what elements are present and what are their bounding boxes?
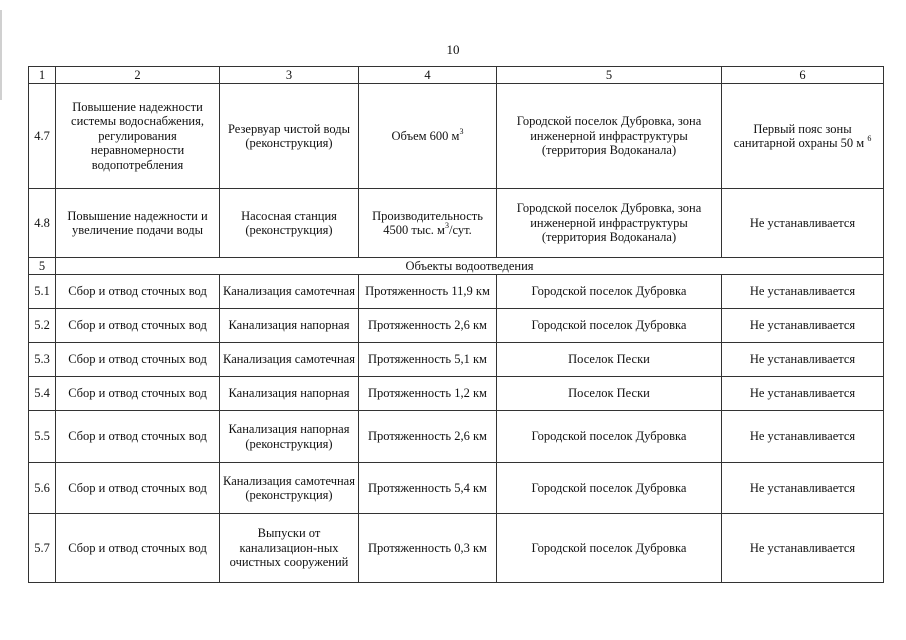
- object-cell: Канализация напорная: [220, 309, 359, 343]
- table-row: [29, 411, 884, 463]
- zone-text: Первый пояс зоны санитарной охраны 50 м: [733, 121, 868, 150]
- header-cell: 6: [722, 67, 884, 84]
- page-number: 10: [446, 42, 460, 57]
- param-tail: /сут.: [448, 223, 472, 237]
- location-cell: Городской поселок Дубровка: [497, 514, 722, 583]
- table-row: [29, 343, 884, 377]
- zone-cell: Не устанавливается: [722, 343, 884, 377]
- location-cell: Городской поселок Дубровка: [497, 411, 722, 463]
- purpose-cell: Сбор и отвод сточных вод: [56, 514, 220, 583]
- object-cell: Канализация самотечная (реконструкция): [220, 463, 359, 514]
- row-number: 5.5: [29, 411, 56, 463]
- location-cell: Городской поселок Дубровка: [497, 463, 722, 514]
- purpose-cell: Сбор и отвод сточных вод: [56, 377, 220, 411]
- section-number: 5: [29, 258, 56, 275]
- location-cell: Городской поселок Дубровка: [497, 275, 722, 309]
- table-row: [29, 463, 884, 514]
- object-cell: Выпуски от канализацион-ных очистных сооружений: [220, 514, 359, 583]
- header-cell: 1: [29, 67, 56, 84]
- param-cell: Протяженность 2,6 км: [359, 309, 497, 343]
- param-text: Производительность 4500 тыс. м: [372, 208, 483, 237]
- table-row: [29, 84, 884, 189]
- location-cell: Поселок Пески: [497, 343, 722, 377]
- location-cell: Поселок Пески: [497, 377, 722, 411]
- header-cell: 3: [220, 67, 359, 84]
- param-cell: Протяженность 0,3 км: [359, 514, 497, 583]
- zone-cell: [722, 84, 884, 189]
- location-cell: Городской поселок Дубровка: [497, 309, 722, 343]
- param-superscript: 3: [444, 221, 449, 230]
- param-superscript: 3: [459, 126, 464, 136]
- table-row: [29, 514, 884, 583]
- row-number: 5.3: [29, 343, 56, 377]
- table-row: [29, 309, 884, 343]
- zone-cell: Не устанавливается: [722, 514, 884, 583]
- param-cell: Протяженность 5,4 км: [359, 463, 497, 514]
- param-cell: [359, 84, 497, 189]
- param-cell: Протяженность 5,1 км: [359, 343, 497, 377]
- object-cell: Канализация самотечная: [220, 275, 359, 309]
- location-cell: Городской поселок Дубровка, зона инженерной инфраструктуры (территория Водоканала): [497, 189, 722, 258]
- table-row: [29, 189, 884, 258]
- header-cell: 5: [497, 67, 722, 84]
- row-number: 4.8: [29, 189, 56, 258]
- section-title: Объекты водоотведения: [56, 258, 884, 275]
- location-cell: Городской поселок Дубровка, зона инженерной инфраструктуры (территория Водоканала): [497, 84, 722, 189]
- zone-cell: Не устанавливается: [722, 411, 884, 463]
- purpose-cell: Сбор и отвод сточных вод: [56, 463, 220, 514]
- purpose-cell: Сбор и отвод сточных вод: [56, 275, 220, 309]
- zone-cell: Не устанавливается: [722, 275, 884, 309]
- zone-cell: Не устанавливается: [722, 463, 884, 514]
- row-number: 5.1: [29, 275, 56, 309]
- purpose-cell: Сбор и отвод сточных вод: [56, 343, 220, 377]
- row-number: 4.7: [29, 84, 56, 189]
- param-cell: Протяженность 2,6 км: [359, 411, 497, 463]
- row-number: 5.2: [29, 309, 56, 343]
- param-text: Объем 600 м: [391, 128, 460, 143]
- purpose-cell: Сбор и отвод сточных вод: [56, 411, 220, 463]
- header-cell: 4: [359, 67, 497, 84]
- zone-cell: Не устанавливается: [722, 377, 884, 411]
- purpose-cell: Сбор и отвод сточных вод: [56, 309, 220, 343]
- table-row: [29, 377, 884, 411]
- zone-cell: Не устанавливается: [722, 309, 884, 343]
- row-number: 5.4: [29, 377, 56, 411]
- zone-cell: Не устанавливается: [722, 189, 884, 258]
- header-cell: 2: [56, 67, 220, 84]
- purpose-cell: Повышение надежности и увеличение подачи воды: [56, 189, 220, 258]
- object-cell: Канализация напорная: [220, 377, 359, 411]
- row-number: 5.7: [29, 514, 56, 583]
- object-cell: Резервуар чистой воды (реконструкция): [220, 84, 359, 189]
- param-cell: Протяженность 1,2 км: [359, 377, 497, 411]
- param-cell: Протяженность 11,9 км: [359, 275, 497, 309]
- row-number: 5.6: [29, 463, 56, 514]
- table-row: [29, 275, 884, 309]
- objects-table: [28, 66, 884, 583]
- zone-footnote: 6: [867, 134, 872, 143]
- table-header-row: [29, 67, 884, 84]
- object-cell: Канализация самотечная: [220, 343, 359, 377]
- purpose-cell: Повышение надежности системы водоснабжения, регулирования неравномерности водопотребления: [56, 84, 220, 189]
- section-row: [29, 258, 884, 275]
- param-cell: [359, 189, 497, 258]
- object-cell: Насосная станция (реконструкция): [220, 189, 359, 258]
- object-cell: Канализация напорная (реконструкция): [220, 411, 359, 463]
